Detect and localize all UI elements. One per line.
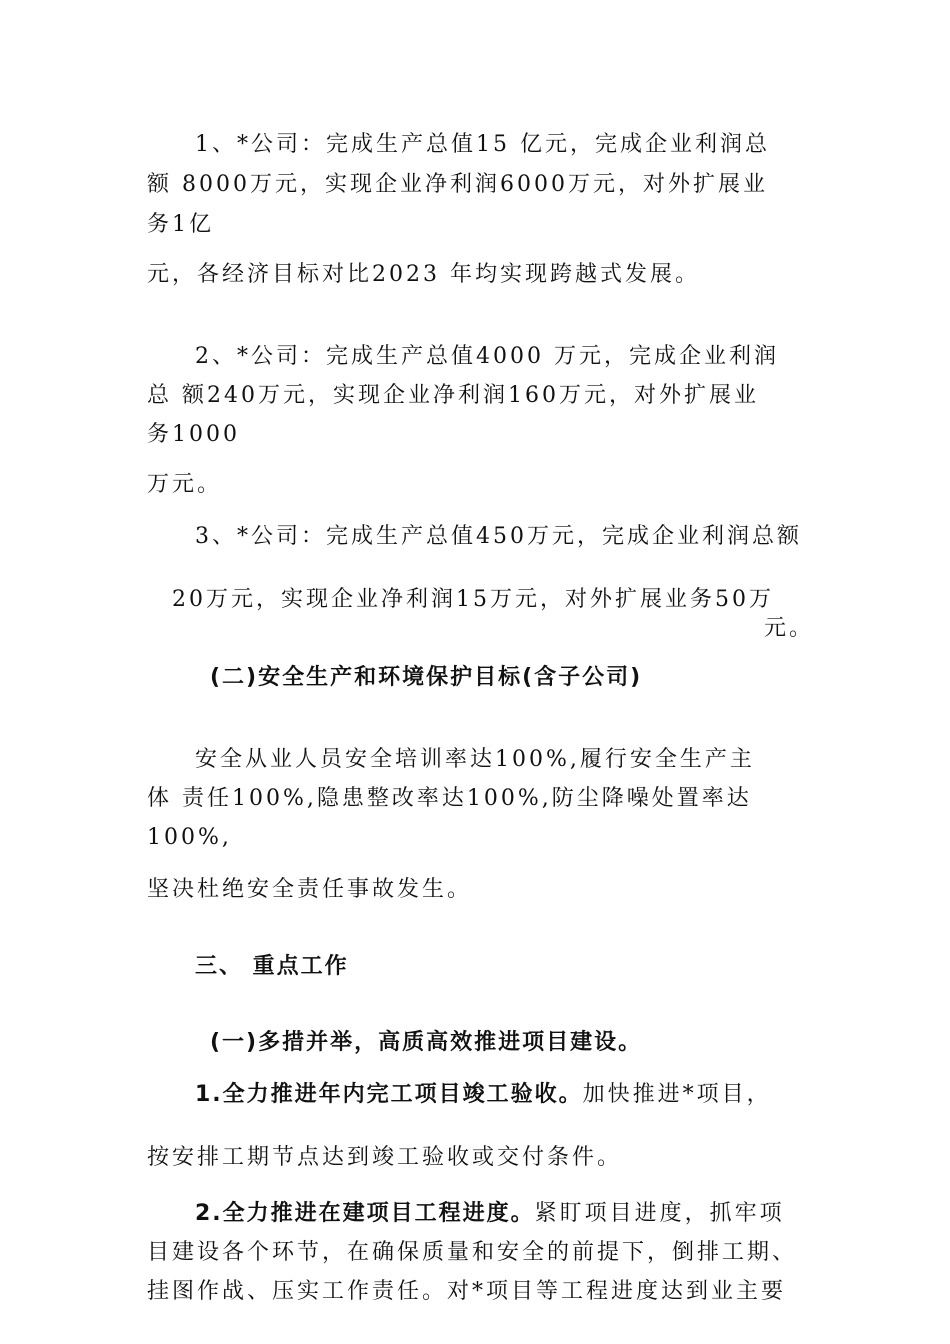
p4-line-1: 安全从业人员安全培训率达100%,履行安全生产主	[195, 747, 755, 772]
p1-line-4: 元，各经济目标对比2023 年均实现跨越式发展。	[147, 262, 700, 287]
item1-bold-title: 1.全力推进年内完工项目竣工验收。	[195, 1082, 583, 1107]
p4-line-3: 100%,	[147, 825, 232, 850]
p2-line-2: 总 额240万元，实现企业净利润160万元，对外扩展业	[147, 383, 759, 408]
item2-line-2: 目建设各个环节，在确保质量和安全的前提下，倒排工期、	[147, 1240, 798, 1265]
p3-line-1: 3、*公司：完成生产总值450万元，完成企业利润总额	[195, 524, 802, 549]
heading-key-work: 三、 重点工作	[195, 954, 349, 979]
p2-line-4: 万元。	[147, 472, 223, 497]
p3-line-2: 20万元，实现企业净利润15万元，对外扩展业务50万	[172, 587, 774, 612]
item2-text: 紧盯项目进度，抓牢项	[534, 1201, 785, 1226]
p4-line-2: 体 责任100%,隐患整改率达100%,防尘降噪处置率达	[147, 786, 752, 811]
p1-line-2: 额 8000万元，实现企业净利润6000万元，对外扩展业	[147, 172, 768, 197]
heading-project-construction: (一)多措并举，高质高效推进项目建设。	[210, 1030, 643, 1055]
heading-safety-goals: (二)安全生产和环境保护目标(含子公司)	[210, 665, 643, 690]
p1-line-1: 1、*公司：完成生产总值15 亿元，完成企业利润总	[195, 132, 770, 157]
item2-line-3: 挂图作战、压实工作责任。对*项目等工程进度达到业主要	[147, 1279, 787, 1304]
item1-text: 加快推进*项目，	[582, 1082, 772, 1107]
p2-line-1: 2、*公司：完成生产总值4000 万元，完成企业利润	[195, 344, 779, 369]
p3-line-3: 元。	[764, 616, 815, 641]
p4-line-4: 坚决杜绝安全责任事故发生。	[147, 877, 473, 902]
p1-line-3: 务1亿	[147, 212, 214, 237]
item2-bold-title: 2.全力推进在建项目工程进度。	[195, 1201, 535, 1226]
item2-line-1	[195, 1199, 785, 1229]
item1-line-1	[195, 1080, 772, 1110]
item1-line-2: 按安排工期节点达到竣工验收或交付条件。	[147, 1145, 623, 1170]
p2-line-3: 务1000	[147, 422, 240, 447]
